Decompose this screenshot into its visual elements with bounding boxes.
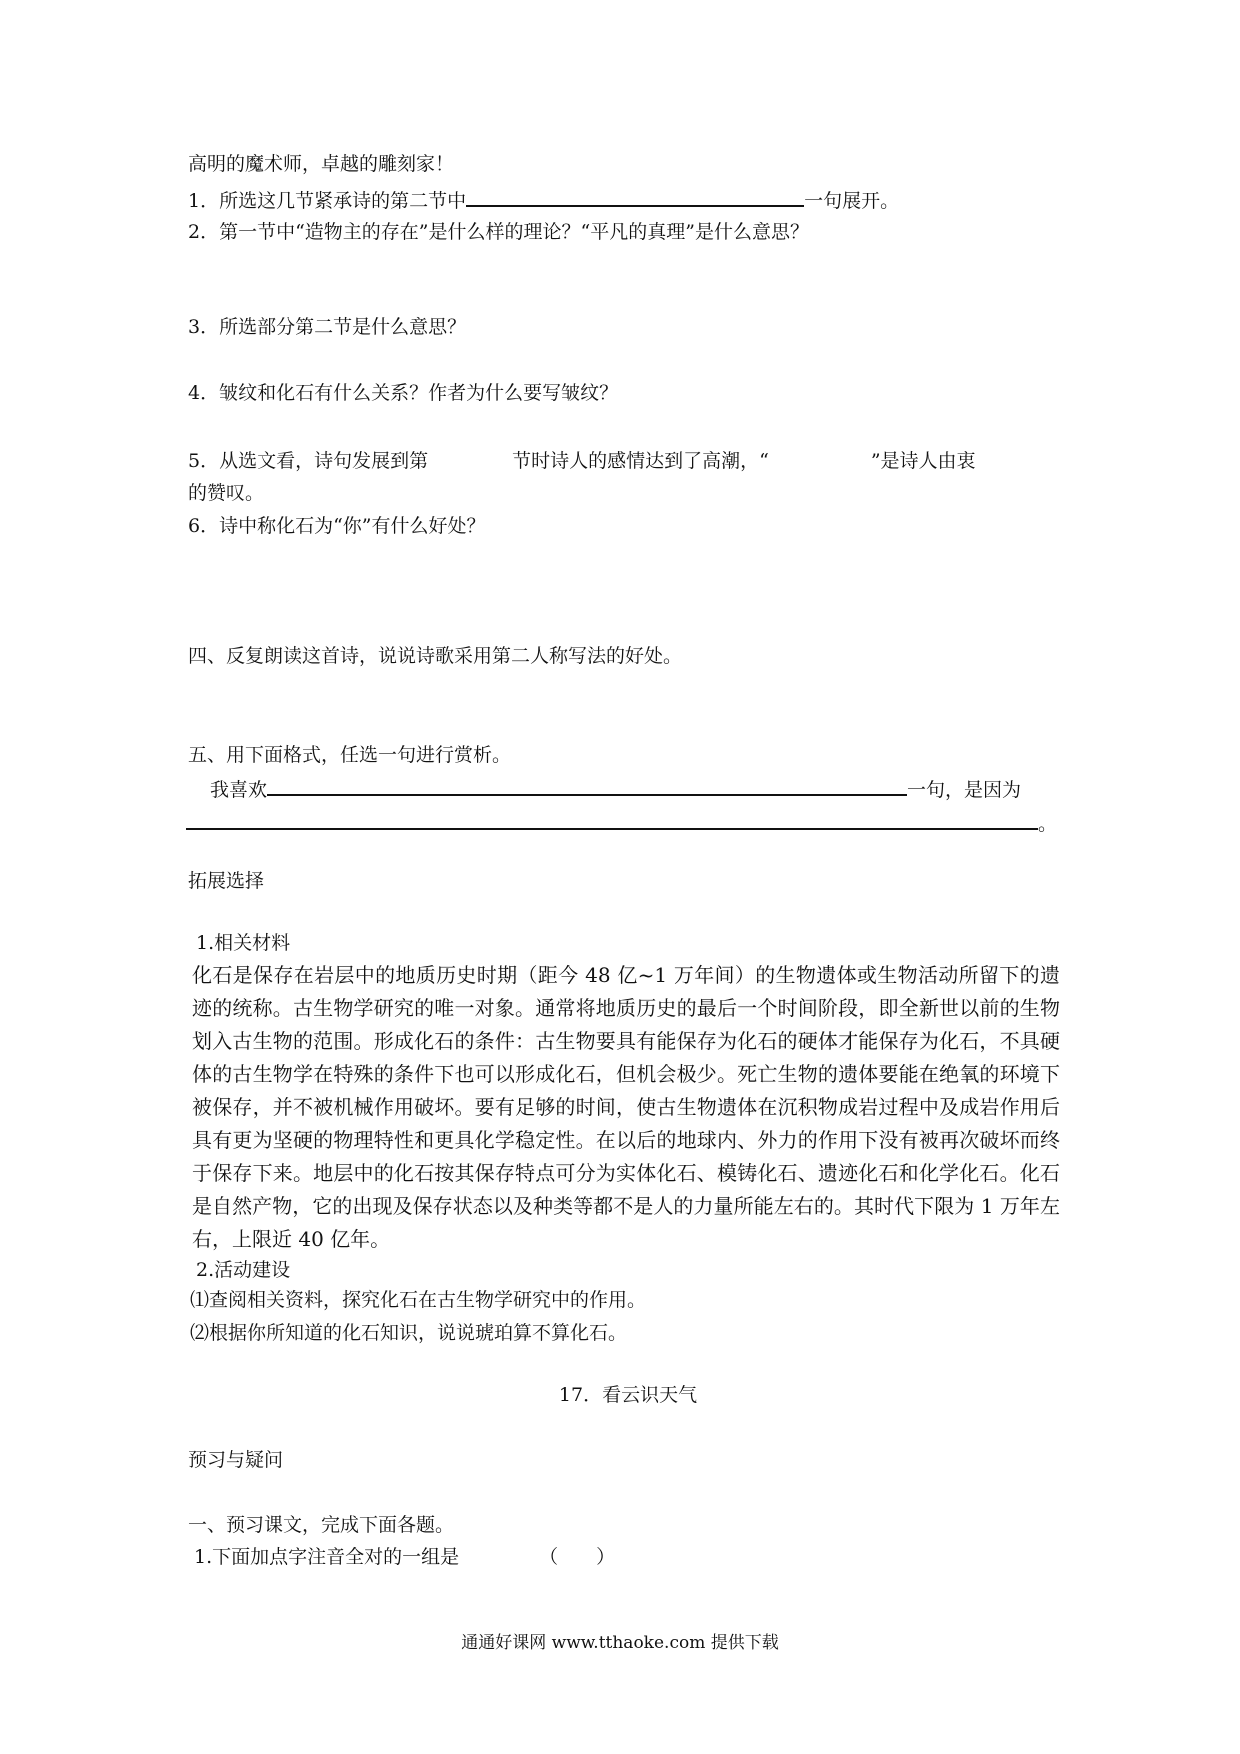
footer: 通通好课网 www.tthaoke.com 提供下载 [461, 1633, 779, 1653]
section-5-format [210, 772, 1021, 805]
activity-2: ⑵根据你所知道的化石知识，说说琥珀算不算化石。 [190, 1322, 628, 1344]
preview-title: 预习与疑问 [188, 1449, 284, 1471]
question-5-part-c: ”是诗人由衷 [870, 450, 976, 472]
extension-title: 拓展选择 [188, 870, 265, 892]
section-5-format-cont [186, 806, 1057, 839]
material-paragraph: 化石是保存在岩层中的地质历史时期（距今 48 亿~1 万年间）的生物遗体或生物活动所留下的遗迹的统称。古生物学研究的唯一对象。通常将地质历史的最后一个时间阶段，即全新世以前的生物划入古生物的范围。形成化石的条件：古生物要具有能保存为化石的硬体才能保存为化石，不具硬体的古生物学在特殊的条件下也可以形成化石，但机会极少。死亡生物的遗体要能在绝氧的环境下被保存，并不被机械作用破坏。要有足够的时间，使古生物遗体在沉积物成岩过程中及成岩作用后具有更为坚硬的物理特性和更具化学稳定性。在以后的地球内、外力的作用下没有被再次破坏而终于保存下来。地层中的化石按其保存特点可分为实体化石、模铸化石、遗迹化石和化学化石。化石是自然产物，它的出现及保存状态以及种类等都不是人的力量所能左右的。其时代下限为 1 万年左右，上限近 40 亿年。 [192, 963, 1060, 1251]
answer-blank[interactable] [186, 806, 1038, 830]
preview-section-1: 一、预习课文，完成下面各题。 [188, 1514, 455, 1536]
section-4: 四、反复朗读这首诗，说说诗歌采用第二人称写法的好处。 [188, 645, 683, 667]
answer-blank[interactable] [466, 183, 804, 207]
question-3: 3．所选部分第二节是什么意思？ [188, 316, 467, 338]
extension-item-2: 2.活动建设 [196, 1259, 291, 1281]
question-6: 6．诗中称化石为“你”有什么好处？ [188, 515, 486, 537]
preview-question-1 [194, 1542, 615, 1572]
extension-item-1: 1.相关材料 [196, 932, 291, 954]
section-5: 五、用下面格式，任选一句进行赏析。 [188, 744, 512, 766]
section-5-prefix: 我喜欢 [210, 779, 268, 801]
question-5 [188, 446, 976, 476]
lesson-title: 17．看云识天气 [558, 1384, 698, 1406]
answer-paren[interactable]: （ ） [539, 1546, 616, 1568]
preview-question-1-text: 1.下面加点字注音全对的一组是 [194, 1546, 460, 1568]
poem-line: 高明的魔术师，卓越的雕刻家！ [188, 153, 455, 175]
question-5-part-a: 5．从选文看，诗句发展到第 [188, 450, 429, 472]
section-5-mid: 一句，是因为 [907, 779, 1022, 801]
question-2: 2．第一节中“造物主的存在”是什么样的理论？“平凡的真理”是什么意思？ [188, 221, 809, 243]
question-5-cont: 的赞叹。 [188, 482, 265, 504]
answer-blank[interactable] [267, 772, 907, 796]
activity-1: ⑴查阅相关资料，探究化石在古生物学研究中的作用。 [190, 1289, 647, 1311]
question-1-suffix: 一句展开。 [804, 190, 900, 212]
question-5-part-b: 节时诗人的感情达到了高潮，“ [512, 450, 769, 472]
question-1-text: 1．所选这几节紧承诗的第二节中 [188, 190, 467, 212]
question-1 [188, 183, 899, 216]
section-5-end: 。 [1038, 813, 1058, 835]
question-4: 4．皱纹和化石有什么关系？作者为什么要写皱纹？ [188, 382, 619, 404]
